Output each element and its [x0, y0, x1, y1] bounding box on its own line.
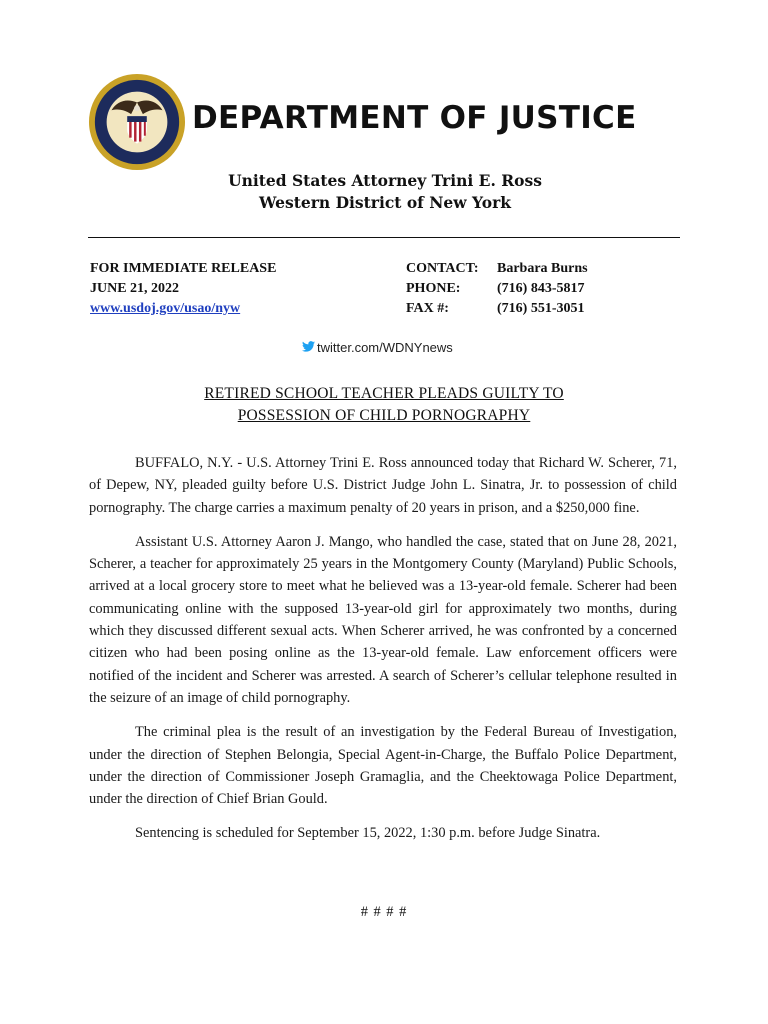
contact-label: CONTACT:	[406, 261, 479, 276]
end-mark: # # # #	[360, 904, 408, 920]
doj-seal-icon	[88, 73, 186, 171]
body-paragraph: BUFFALO, N.Y. - U.S. Attorney Trini E. Ross announced today that Richard W. Scherer, 71, of Depew, NY, pleaded guilty before U.S. District Judge John L. Sinatra, Jr. to possession of child pornography. The charge carries a maximum penalty of 20 years in prison, and a $250,000 fine.	[89, 455, 677, 516]
body-paragraph: The criminal plea is the result of an investigation by the Federal Bureau of Investigation, under the direction of Stephen Belongia, Special Agent-in-Charge, the Buffalo Police Department, under the direction of Commissioner Joseph Gramaglia, and the Cheektowaga Police Department, under the direction of Chief Brian Gould.	[89, 724, 677, 808]
fax-label: FAX #:	[406, 301, 449, 316]
twitter-bird-icon	[302, 340, 315, 355]
twitter-link[interactable]	[302, 340, 453, 355]
press-body	[89, 452, 677, 857]
district-name: Western District of New York	[259, 193, 511, 212]
fax-number: (716) 551-3051	[497, 301, 585, 316]
contact-info	[406, 259, 588, 319]
phone-label: PHONE:	[406, 281, 461, 296]
release-info	[90, 259, 276, 319]
twitter-handle: twitter.com/WDNYnews	[317, 340, 453, 355]
phone-number: (716) 843-5817	[497, 281, 585, 296]
contact-name: Barbara Burns	[497, 261, 588, 276]
headline-line-2: POSSESSION OF CHILD PORNOGRAPHY	[237, 407, 531, 424]
department-title: DEPARTMENT OF JUSTICE	[192, 100, 637, 136]
office-heading	[190, 170, 580, 214]
press-headline	[150, 383, 618, 427]
release-date: JUNE 21, 2022	[90, 281, 180, 296]
release-label: FOR IMMEDIATE RELEASE	[90, 261, 277, 276]
usao-link[interactable]: www.usdoj.gov/usao/nyw	[90, 301, 241, 316]
body-paragraph: Assistant U.S. Attorney Aaron J. Mango, who handled the case, stated that on June 28, 2021, Scherer, a teacher for approximately 25 years in the Montgomery County (Maryland) Public Schools, arrived at a local grocery store to meet what he believed was a 13-year-old female. Scherer had been communicating online with the supposed 13-year-old girl for approximately two months, during which they discussed different sexual acts. When Scherer arrived, he was confronted by a concerned citizen who had been posing online as the 13-year-old female. Law enforcement officers were notified of the incident and Scherer was arrested. A search of Scherer’s cellular telephone resulted in the seizure of an image of child pornography.	[89, 533, 677, 706]
headline-line-1: RETIRED SCHOOL TEACHER PLEADS GUILTY TO	[204, 385, 564, 402]
body-paragraph: Sentencing is scheduled for September 15, 2022, 1:30 p.m. before Judge Sinatra.	[135, 825, 601, 842]
header-divider	[88, 237, 680, 238]
attorney-name: United States Attorney Trini E. Ross	[228, 171, 542, 190]
